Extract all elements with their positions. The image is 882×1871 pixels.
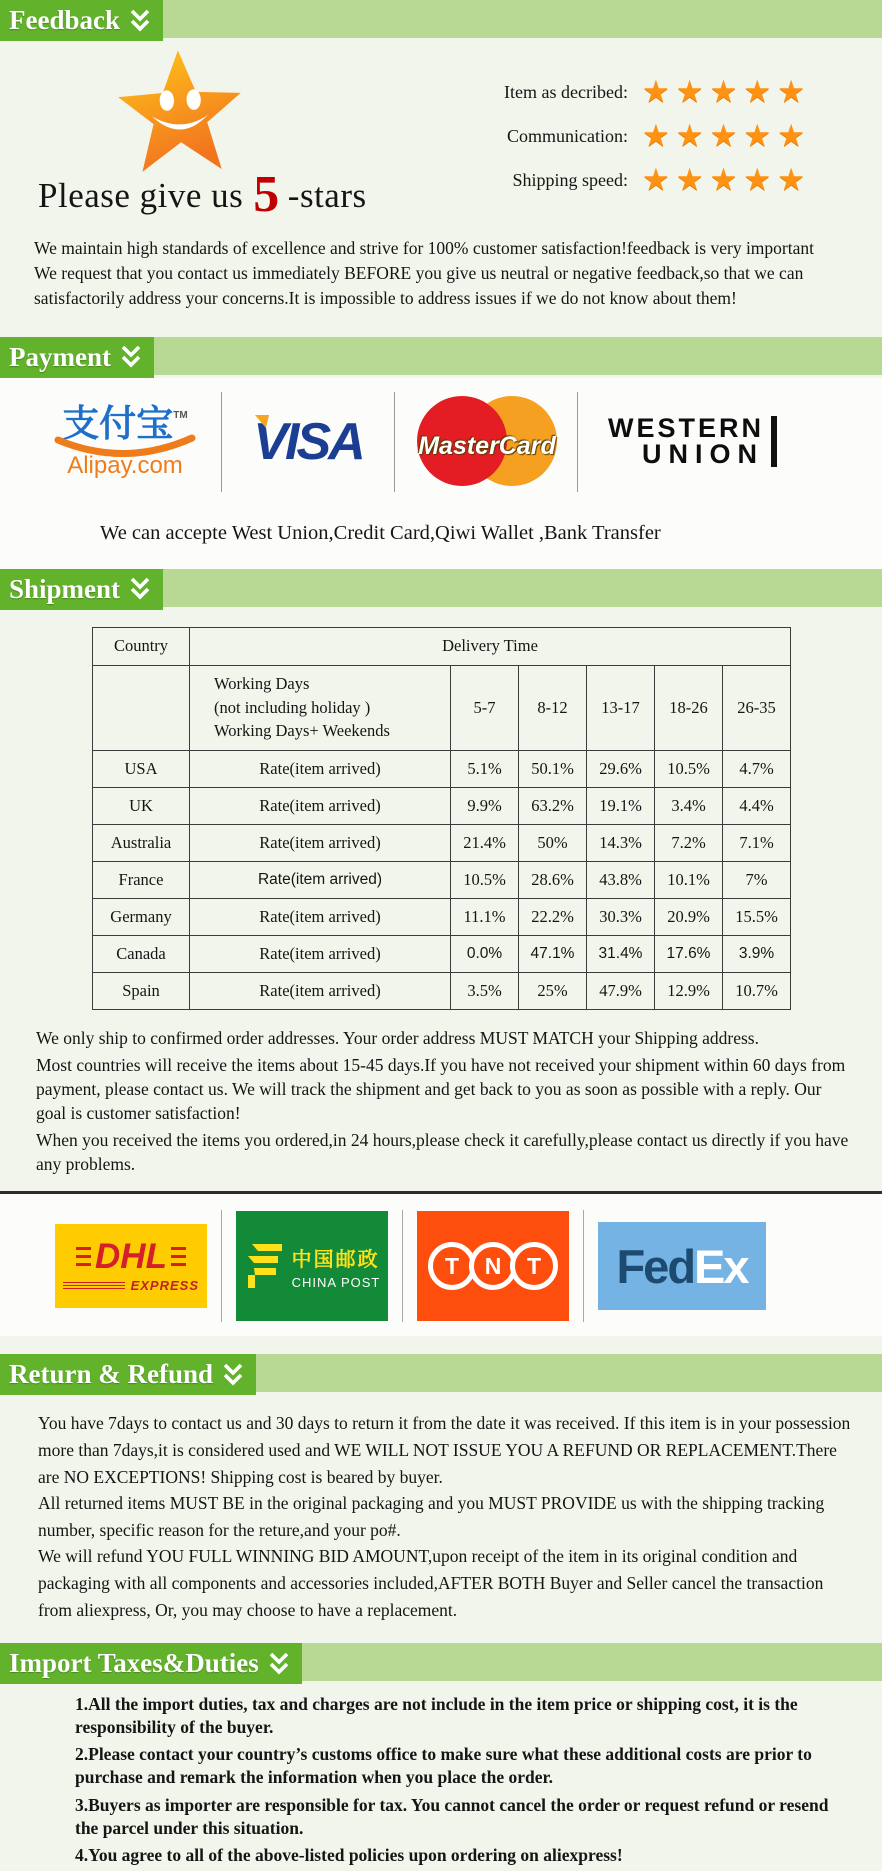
double-chevron-down-icon: [268, 1651, 290, 1677]
feedback-note-line: We request that you contact us immediately BEFORE you give us neutral or negative feedback,so that we can: [34, 262, 804, 283]
rate-cell: 7%: [723, 861, 791, 898]
rate-cell: 25%: [519, 972, 587, 1009]
country-header-cell: Country: [93, 627, 190, 665]
rating-row-item-as-described: [478, 74, 811, 110]
star-icon: ★: [743, 74, 772, 110]
rate-cell: 7.1%: [723, 824, 791, 861]
country-cell: UK: [93, 787, 190, 824]
country-cell: USA: [93, 750, 190, 787]
feedback-note-line: We maintain high standards of excellence and strive for 100% customer satisfaction!feedback is very important: [34, 238, 814, 258]
rate-label-cell: Rate(item arrived): [190, 824, 451, 861]
western-union-line2: UNION: [642, 438, 764, 469]
rate-cell: 10.5%: [451, 861, 519, 898]
payment-section: [0, 378, 882, 569]
feedback-header-title: Feedback: [9, 5, 120, 35]
plea-line: [38, 165, 478, 224]
ship-note: Most countries will receive the items about 15-45 days.If you have not received your shipment within 60 days from payment, please contact us. We will track the shipment and get back to you as soon as possible with a reply. Our goal is customer satisfaction!: [36, 1054, 846, 1123]
day-range-cell: 18-26: [655, 665, 723, 750]
rate-cell: 10.1%: [655, 861, 723, 898]
return-policy-text: [38, 1410, 854, 1623]
star-icon: ★: [709, 74, 738, 110]
day-range-cell: 13-17: [587, 665, 655, 750]
rate-cell: 50%: [519, 824, 587, 861]
star-icon: ★: [709, 162, 738, 198]
shipment-header-title: Shipment: [9, 573, 121, 604]
rate-cell: 3.9%: [723, 935, 791, 972]
rate-cell: 31.4%: [587, 935, 655, 972]
rating-list: [478, 47, 811, 224]
import-taxes-text: [75, 1693, 854, 1867]
working-days-cell: [190, 665, 451, 750]
working-days-line: Working Days: [214, 673, 310, 693]
section-header-import-taxes: [0, 1643, 882, 1684]
delivery-table: [92, 627, 791, 1010]
section-header-feedback: [0, 0, 882, 41]
rate-label-cell: Rate(item arrived): [190, 935, 451, 972]
star-rating: [642, 74, 811, 110]
country-cell: Australia: [93, 824, 190, 861]
western-union-line1: WESTERN: [608, 412, 764, 443]
rate-label-cell: Rate(item arrived): [190, 787, 451, 824]
dhl-express-text: EXPRESS: [130, 1278, 199, 1294]
rate-cell: 22.2%: [519, 898, 587, 935]
china-post-emblem-icon: [244, 1240, 284, 1292]
table-row-usa: [93, 750, 791, 787]
china-post-latin: CHINA POST: [291, 1274, 381, 1290]
feedback-plea-block: [0, 47, 478, 224]
working-days-line: (not including holiday ): [214, 697, 371, 717]
rate-cell: 50.1%: [519, 750, 587, 787]
alipay-tm-mark: TM: [173, 410, 188, 422]
rate-cell: 28.6%: [519, 861, 587, 898]
rate-cell: 15.5%: [723, 898, 791, 935]
table-days-row: [93, 665, 791, 750]
rating-label: Communication:: [507, 126, 628, 146]
payment-logo-row: [0, 388, 882, 496]
tnt-circle-letter: N: [469, 1242, 517, 1290]
alipay-chinese-text: [45, 403, 205, 445]
logo-divider: [583, 1210, 584, 1322]
feedback-header-strip: [163, 0, 882, 38]
rate-cell: 3.5%: [451, 972, 519, 1009]
day-range-cell: 26-35: [723, 665, 791, 750]
star-icon: ★: [743, 162, 772, 198]
day-range-cell: 8-12: [519, 665, 587, 750]
smiley-star-icon: [114, 47, 246, 175]
alipay-logo: [45, 405, 205, 478]
empty-cell: [93, 665, 190, 750]
import-taxes-header-badge: [0, 1643, 302, 1684]
visa-word: VISA: [253, 412, 363, 471]
star-icon: ★: [743, 118, 772, 154]
tnt-logo: [417, 1211, 569, 1321]
import-taxes-header-strip: [302, 1643, 882, 1681]
rate-cell: 10.5%: [655, 750, 723, 787]
star-rating: [642, 118, 811, 154]
fedex-logo: [598, 1222, 766, 1310]
star-icon: ★: [675, 162, 704, 198]
rate-cell: 47.9%: [587, 972, 655, 1009]
import-taxes-header-title: Import Taxes&Duties: [9, 1648, 259, 1679]
rate-cell: 10.7%: [723, 972, 791, 1009]
rate-cell: 17.6%: [655, 935, 723, 972]
payment-header-badge: [0, 337, 154, 378]
star-icon: ★: [642, 74, 670, 110]
double-chevron-down-icon: [120, 344, 142, 370]
feedback-note: [34, 236, 848, 311]
rate-cell: 20.9%: [655, 898, 723, 935]
dhl-main: [76, 1237, 186, 1277]
rate-cell: 19.1%: [587, 787, 655, 824]
star-icon: ★: [777, 118, 805, 154]
country-cell: France: [93, 861, 190, 898]
mastercard-text: MasterCard: [418, 431, 556, 460]
table-row-uk: [93, 787, 791, 824]
feedback-note-line: satisfactorily address your concerns.It is impossible to address issues if we do not know about them!: [34, 287, 737, 308]
rate-cell: 0.0%: [451, 935, 519, 972]
rate-cell: 4.4%: [723, 787, 791, 824]
logo-divider: [394, 392, 395, 492]
china-post-text: [292, 1243, 381, 1290]
section-header-shipment: [0, 569, 882, 610]
china-post-chinese: 中国邮政: [291, 1248, 380, 1271]
country-cell: Germany: [93, 898, 190, 935]
plea-suffix: -stars: [287, 176, 367, 215]
double-chevron-down-icon: [129, 576, 151, 602]
rate-cell: 12.9%: [655, 972, 723, 1009]
rate-label-cell: Rate(item arrived): [190, 750, 451, 787]
section-header-payment: [0, 337, 882, 378]
feedback-hero: [0, 41, 882, 224]
return-paragraph: You have 7days to contact us and 30 days to return it from the date it was received. If this item is in your possession more than 7days,it is considered used and WE WILL NOT ISSUE YOU A REFUND OR REPLACEMENT.There are NO EXCEPTIONS! Shipping cost is beared by buyer.: [38, 1413, 851, 1487]
day-range-cell: 5-7: [451, 665, 519, 750]
star-icon: ★: [675, 118, 704, 154]
shipment-header-strip: [163, 569, 882, 607]
rate-cell: 47.1%: [519, 935, 587, 972]
dhl-stripes-icon: [171, 1247, 186, 1267]
shipment-header-badge: [0, 569, 163, 610]
rate-cell: 30.3%: [587, 898, 655, 935]
star-icon: ★: [709, 118, 738, 154]
table-row-australia: [93, 824, 791, 861]
double-chevron-down-icon: [222, 1362, 244, 1388]
china-post-logo: [236, 1211, 388, 1321]
dhl-stripes-icon: [76, 1247, 91, 1267]
alipay-domain-text: Alipay.com: [67, 452, 183, 480]
delivery-time-header-cell: Delivery Time: [190, 627, 791, 665]
logo-divider: [221, 392, 222, 492]
shipping-notes: [36, 1026, 852, 1177]
western-union-logo: [608, 412, 777, 469]
rating-label: Shipping speed:: [512, 170, 628, 190]
star-icon: ★: [777, 162, 805, 198]
country-cell: Spain: [93, 972, 190, 1009]
logo-divider: [402, 1210, 403, 1322]
dhl-express-row: [55, 1278, 207, 1293]
rate-cell: 5.1%: [451, 750, 519, 787]
rate-cell: 21.4%: [451, 824, 519, 861]
plea-prefix: Please give us: [38, 176, 244, 215]
visa-logo: [238, 412, 378, 471]
rate-cell: 3.4%: [655, 787, 723, 824]
return-paragraph: All returned items MUST BE in the original packaging and you MUST PROVIDE us with the shipping tracking number, specific reason for the reture,and your po#.: [38, 1493, 825, 1540]
return-refund-header-strip: [256, 1354, 882, 1392]
country-cell: Canada: [93, 935, 190, 972]
double-chevron-down-icon: [129, 8, 151, 34]
dhl-logo: [55, 1224, 207, 1308]
return-refund-header-badge: [0, 1354, 256, 1395]
rating-row-shipping-speed: [478, 162, 811, 198]
rate-cell: 11.1%: [451, 898, 519, 935]
ship-note: When you received the items you ordered,in 24 hours,please check it carefully,please contact us directly if you have any problems.: [36, 1130, 849, 1175]
payment-header-strip: [154, 337, 882, 375]
dhl-text: DHL: [95, 1237, 167, 1277]
rate-cell: 14.3%: [587, 824, 655, 861]
ship-note: We only ship to confirmed order addresses. Your order address MUST MATCH your Shipping address.: [36, 1027, 759, 1048]
import-item: 4.You agree to all of the above-listed policies upon ordering on aliexpress!: [75, 1844, 623, 1865]
rate-cell: 7.2%: [655, 824, 723, 861]
logo-divider: [221, 1210, 222, 1322]
table-row-spain: [93, 972, 791, 1009]
fedex-ex-text: Ex: [694, 1239, 748, 1293]
working-days-line: Working Days+ Weekends: [214, 721, 390, 741]
return-refund-header-title: Return & Refund: [9, 1359, 214, 1390]
star-icon: ★: [777, 74, 805, 110]
rate-label-cell: Rate(item arrived): [190, 861, 451, 898]
import-item: 1.All the import duties, tax and charges are not include in the item price or shipping cost, it is the responsibility of the buyer.: [75, 1694, 798, 1738]
rate-label-cell: Rate(item arrived): [190, 972, 451, 1009]
tnt-circle-letter: T: [510, 1242, 558, 1290]
rate-cell: 4.7%: [723, 750, 791, 787]
rate-cell: 9.9%: [451, 787, 519, 824]
import-item: 3.Buyers as importer are responsible for tax. You cannot cancel the order or request refund or resend the parcel under this situation.: [75, 1794, 829, 1838]
alipay-chinese: 支付宝: [62, 403, 174, 445]
courier-section: [0, 1194, 882, 1336]
courier-logo-row: [0, 1210, 882, 1322]
rate-cell: 63.2%: [519, 787, 587, 824]
section-header-return-refund: [0, 1354, 882, 1395]
payment-accept-line: We can accepte West Union,Credit Card,Qiwi Wallet ,Bank Transfer: [0, 522, 882, 545]
payment-header-title: Payment: [9, 341, 111, 372]
visa-flag-icon: [255, 415, 269, 428]
fedex-fed-text: Fed: [616, 1239, 695, 1293]
feedback-header-badge: [0, 0, 163, 41]
rate-label-cell: Rate(item arrived): [190, 898, 451, 935]
import-item: 2.Please contact your country’s customs office to make sure what these additional costs are prior to purchase and remark the information when you place the order.: [75, 1744, 812, 1788]
rate-cell: 43.8%: [587, 861, 655, 898]
star-rating: [642, 162, 811, 198]
rate-cell: 29.6%: [587, 750, 655, 787]
star-icon: ★: [642, 162, 670, 198]
tnt-circle-letter: T: [428, 1242, 476, 1290]
visa-text: [253, 412, 363, 471]
plea-number: 5: [253, 166, 280, 223]
table-row-germany: [93, 898, 791, 935]
table-row-canada: [93, 935, 791, 972]
table-header-row: [93, 627, 791, 665]
star-icon: ★: [642, 118, 670, 154]
table-row-france: [93, 861, 791, 898]
logo-divider: [577, 392, 578, 492]
rating-label: Item as decribed:: [504, 82, 628, 102]
rating-row-communication: [478, 118, 811, 154]
star-icon: ★: [675, 74, 704, 110]
mastercard-logo: [411, 394, 561, 490]
return-paragraph: We will refund YOU FULL WINNING BID AMOUNT,upon receipt of the item in its original condition and packaging with all components and accessories included,AFTER BOTH Buyer and Seller cancel the transaction from aliexpress, Or, you may choose to have a replacement.: [38, 1546, 824, 1620]
dhl-lines-icon: [63, 1282, 125, 1289]
